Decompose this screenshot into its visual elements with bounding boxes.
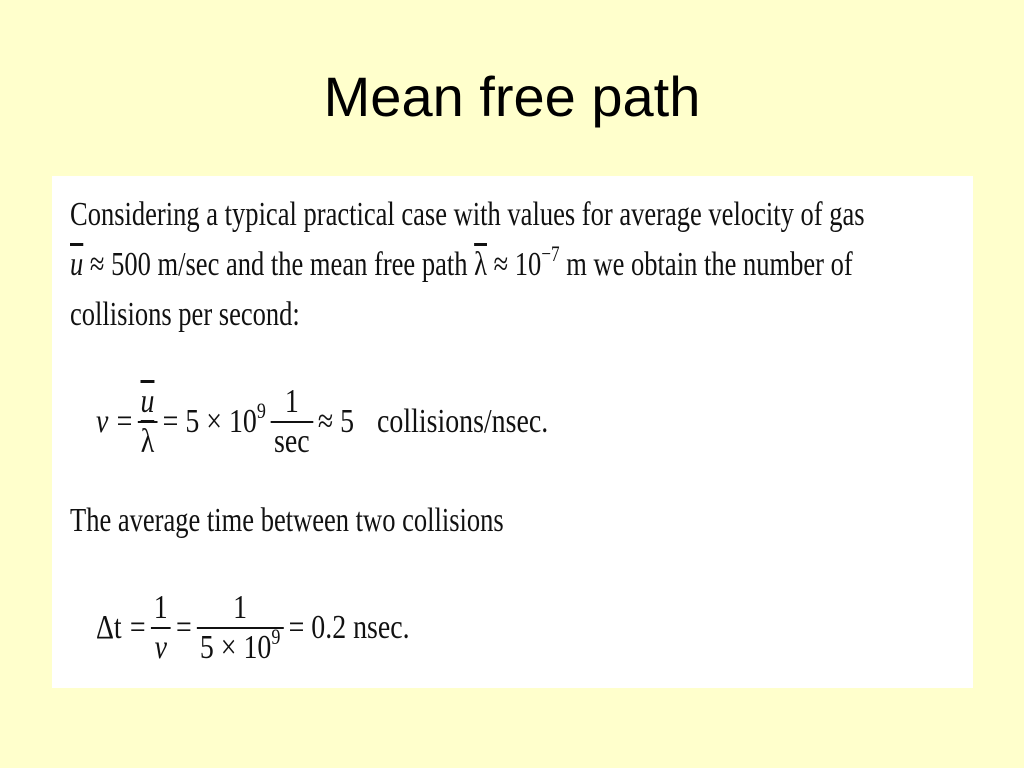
intro-paragraph <box>70 190 865 340</box>
result-value: = 0.2 nsec. <box>288 609 410 646</box>
intro-line-2-b: ≈ 10 <box>486 246 542 283</box>
intro-line-2-c: m we obtain the number of <box>559 246 853 283</box>
exponent: 9 <box>256 398 266 423</box>
fraction-numerator: 1 <box>153 589 168 626</box>
fraction-denominator: λ <box>137 421 157 461</box>
content-image <box>52 176 973 688</box>
fraction-denominator: ν <box>151 627 170 667</box>
fraction-denominator: sec <box>271 421 313 461</box>
approx-value: ≈ 5 <box>317 403 355 440</box>
fraction-one-over-nu <box>151 589 172 667</box>
intro-line-2 <box>70 240 865 290</box>
delta-t-symbol <box>96 609 122 647</box>
equation-middle <box>162 398 266 441</box>
exponent: −7 <box>541 241 560 266</box>
intro-line-3: collisions per second: <box>70 296 300 333</box>
exponent: 9 <box>271 624 281 649</box>
fraction-numerator: 1 <box>284 383 299 420</box>
slide-title: Mean free path <box>323 65 701 128</box>
equation-middle-text: = 5 × 10 <box>162 403 257 440</box>
equals-sign-2: = <box>175 609 192 646</box>
fraction-one-over-sec <box>271 383 313 461</box>
fraction-one-over-5e9 <box>197 589 284 667</box>
intro-line-1: Considering a typical practical case with values for average velocity of gas <box>70 196 865 233</box>
equals-sign: = <box>116 403 133 440</box>
average-time-text: The average time between two collisions <box>70 502 504 539</box>
fraction-denominator <box>197 624 284 667</box>
intro-line-2-a: ≈ 500 m/sec and the mean free path <box>83 246 475 283</box>
collision-rate-equation <box>96 372 548 472</box>
fraction-u-over-lambda <box>137 383 158 461</box>
delta-t-text: Δt <box>96 609 122 646</box>
fraction-numerator: 1 <box>233 589 248 626</box>
average-time-equation <box>96 578 410 678</box>
fraction-denominator-text: 5 × 10 <box>199 629 272 666</box>
u-bar-symbol: $\overline{u}$ <box>70 246 84 283</box>
fraction-numerator: $\overline{u}$ <box>140 383 155 420</box>
lambda-bar-symbol: $\overline{\lambda}$ <box>474 246 487 283</box>
nu-symbol: ν <box>96 403 109 440</box>
unit-label: collisions/nsec. <box>377 403 549 440</box>
equals-sign: = <box>129 609 146 646</box>
